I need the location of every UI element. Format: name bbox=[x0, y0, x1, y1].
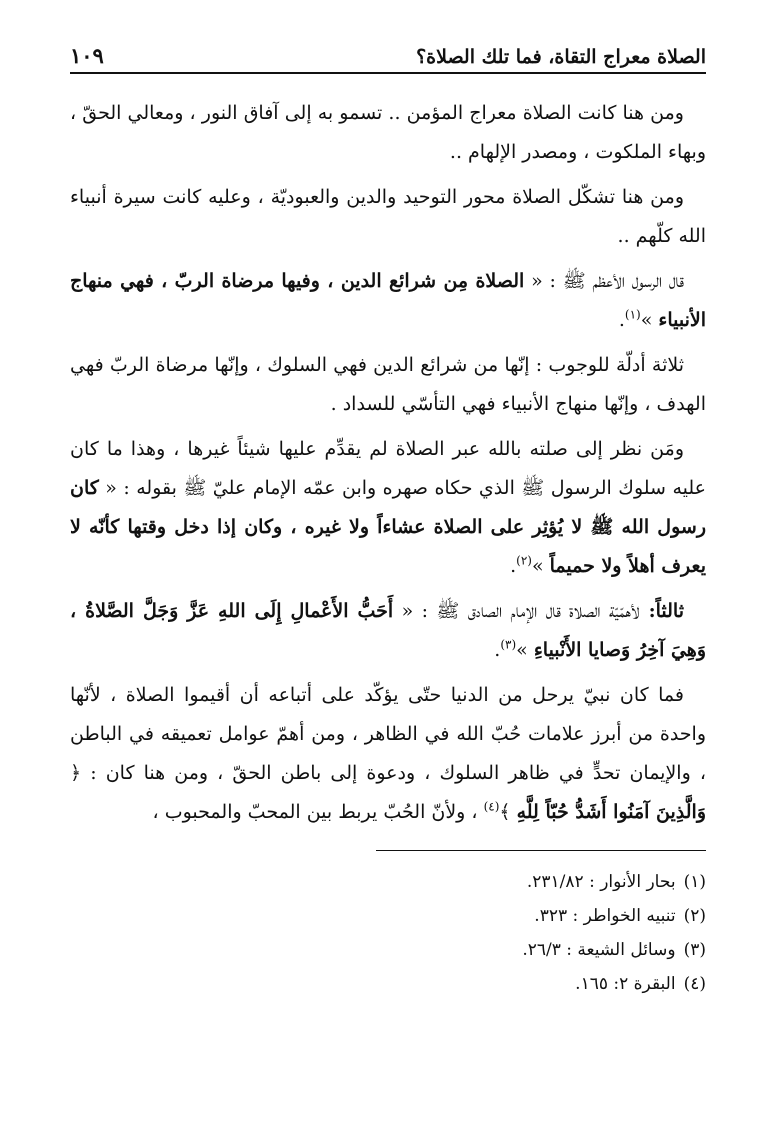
text-run: » bbox=[640, 309, 659, 331]
bold-text: أَحَبُّ الأَعْمالِ إِلَى اللهِ عَزَّ وَجَلَّ الصَّلاةُ ، وَهِيَ آخِرُ وَصايا الأَنْبياءِ bbox=[70, 600, 706, 661]
text-run: ثلاثة أدلّة للوجوب : إنّها من شرائع الدين فهي السلوك ، وإنّها مرضاة الربّ فهي الهدف ، وإنّها منهاج الأنبياء فهي التأسّي للسداد . bbox=[70, 354, 706, 415]
paragraph bbox=[70, 430, 706, 586]
footnote-text: البقرة ٢: ١٦٥. bbox=[575, 974, 676, 994]
text-run: . bbox=[618, 309, 625, 331]
footnote-item bbox=[70, 967, 706, 1001]
footnote-text: بحار الأنوار : ٢٣١/٨٢. bbox=[526, 872, 676, 892]
text-run: . bbox=[494, 639, 501, 661]
footnote-number: (٤) bbox=[683, 974, 706, 994]
footnotes bbox=[70, 865, 706, 1001]
footnote-number: (٣) bbox=[683, 940, 706, 960]
text-run: ومن هنا تشكّل الصلاة محور التوحيد والدين والعبوديّة ، وعليه كانت سيرة أنبياء الله كلّهم .. bbox=[70, 186, 706, 247]
text-run: قال الرسول الأعظم ﷺ : « bbox=[524, 270, 684, 292]
paragraph bbox=[70, 592, 706, 670]
bold-text: ثالثاً: bbox=[639, 600, 684, 622]
text-run: فما كان نبيّ يرحل من الدنيا حتّى يؤكّد على أتباعه أن أقيموا الصلاة ، لأنّها واحدة من أبرز علامات حُبّ الله في الظاهر ، ومن أهمّ عوامل تعميقه في الباطن ، والإيمان تحدٍّ في ظاهر السلوك ، ودعوة إلى باطن الحقّ ، ومن هنا كان : ﴿ bbox=[70, 684, 706, 784]
paragraph bbox=[70, 676, 706, 832]
footnote-ref: (٢) bbox=[516, 553, 532, 568]
footnote-text: تنبيه الخواطر : ٣٢٣. bbox=[534, 906, 676, 926]
text-run: ، ولأنّ الحُبّ يربط بين المحبّ والمحبوب ، bbox=[152, 801, 484, 823]
footnote-item bbox=[70, 899, 706, 933]
text-run: لأهمّيّة الصلاة قال الإمام الصادق ﷺ : « bbox=[393, 600, 640, 622]
footnote-ref: (٤) bbox=[483, 799, 500, 814]
footnote-item bbox=[70, 933, 706, 967]
text-run: . bbox=[510, 555, 517, 577]
footnote-number: (٢) bbox=[683, 906, 706, 926]
book-page bbox=[70, 34, 706, 1094]
text-run: ومَن نظر إلى صلته بالله عبر الصلاة لم يقدِّم عليها شيئاً غيرها ، وهذا ما كان عليه سلوك الرسول ﷺ الذي حكاه صهره وابن عمّه الإمام عليّ ﷺ بقوله : « bbox=[70, 438, 706, 499]
running-title: الصلاة معراج التقاة، فما تلك الصلاة؟ bbox=[416, 46, 706, 68]
footnote-ref: (٣) bbox=[500, 637, 517, 652]
text-run: » bbox=[516, 639, 534, 661]
page-header bbox=[70, 34, 706, 74]
bold-text: الصلاة مِن شرائع الدين ، وفيها مرضاة الربّ ، فهي منهاج الأنبياء bbox=[70, 270, 706, 331]
footnote-item bbox=[70, 865, 706, 899]
text-run: » bbox=[531, 555, 550, 577]
footnote-number: (١) bbox=[683, 872, 706, 892]
bold-text: وَالَّذِينَ آمَنُوا أَشَدُّ حُبّاً لِلَّهِ bbox=[516, 801, 706, 823]
paragraph bbox=[70, 94, 706, 172]
page-number: ١٠٩ bbox=[70, 43, 104, 68]
footnote-divider bbox=[376, 850, 706, 851]
paragraph bbox=[70, 262, 706, 340]
paragraph bbox=[70, 178, 706, 256]
text-run: ومن هنا كانت الصلاة معراج المؤمن .. تسمو به إلى آفاق النور ، ومعالي الحقّ ، وبهاء الملكوت ، ومصدر الإلهام .. bbox=[70, 102, 706, 163]
main-text bbox=[70, 94, 706, 832]
bold-text: كان رسول الله ﷺ لا يُؤثِر على الصلاة عشاءاً ولا غيره ، وكان إذا دخل وقتها كأنّه لا يعرف أهلاً ولا حميماً bbox=[70, 477, 706, 577]
text-run: ﴾ bbox=[499, 801, 517, 823]
paragraph bbox=[70, 346, 706, 424]
footnote-ref: (١) bbox=[624, 307, 641, 322]
footnote-text: وسائل الشيعة : ٢٦/٣. bbox=[522, 940, 676, 960]
